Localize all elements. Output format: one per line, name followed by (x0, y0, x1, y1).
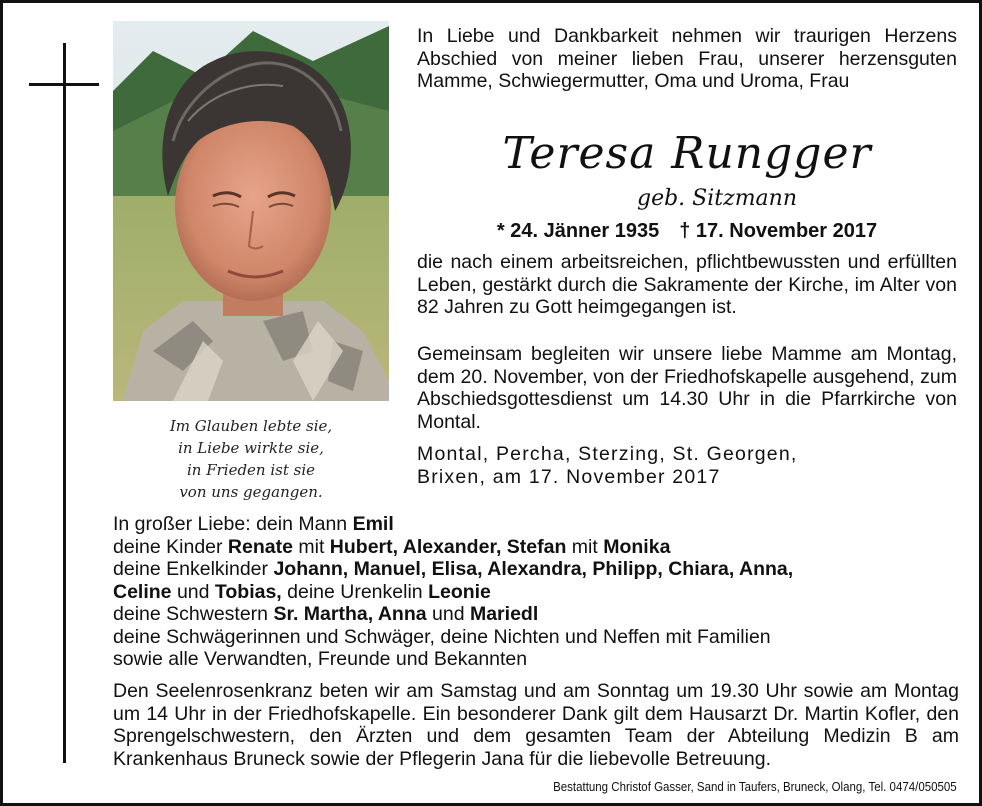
intro-text: In Liebe und Dankbarkeit nehmen wir traurigen Herzens Abschied von meiner lieben Frau, unserer herzensguten Mamme, Schwiegermutter, Oma und Uroma, Frau (417, 25, 957, 92)
mourners-line-sisters: deine Schwestern Sr. Martha, Anna und Mariedl (113, 603, 539, 625)
mourners-line-spouse: In großer Liebe: dein Mann Emil (113, 513, 394, 535)
motto-line: in Liebe wirkte sie, (178, 439, 324, 457)
motto-line: in Frieden ist sie (186, 461, 316, 479)
life-summary: die nach einem arbeitsreichen, pflichtbewussten und erfüllten Leben, gestärkt durch die Sakramente der Kirche, im Alter von 82 Jahren zu Gott heimgegangen ist. (417, 251, 957, 318)
places-line: Brixen, am 17. November 2017 (417, 465, 721, 488)
death-date: † 17. November 2017 (679, 220, 878, 242)
closing-text: Den Seelenrosenkranz beten wir am Samstag und am Sonntag um 19.30 Uhr sowie am Montag um 14 Uhr in der Friedhofskapelle. Ein besonderer Dank gilt dem Hausarzt Dr. Martin Kofler, den Sprengelschwestern, den Ärzten und dem gesamten Team der Abteilung Medizin B am Krankenhaus Bruneck sowie der Pflegerin Jana für die liebevolle Betreuung. (113, 680, 959, 770)
motto-line: Im Glauben lebte sie, (169, 417, 333, 435)
funeral-details: Gemeinsam begleiten wir unsere liebe Mamme am Montag, dem 20. November, von der Friedhofskapelle ausgehend, zum Abschiedsgottesdienst um 14.30 Uhr in die Pfarrkirche von Montal. (417, 343, 957, 433)
portrait-photo (113, 21, 389, 401)
mourners-line-inlaws: deine Schwägerinnen und Schwäger, deine Nichten und Neffen mit Familien (113, 625, 771, 648)
mourners-line-relatives: sowie alle Verwandten, Freunde und Bekannten (113, 648, 528, 670)
mourners-line-children: deine Kinder Renate mit Hubert, Alexander, Stefan mit Monika (113, 535, 671, 558)
mourners-line-grandchildren: deine Enkelkinder Johann, Manuel, Elisa, Alexandra, Philipp, Chiara, Anna, (113, 558, 794, 580)
places-and-date (417, 443, 957, 488)
motto-verse (113, 415, 389, 503)
motto-line: von uns gegangen. (179, 483, 323, 501)
birth-date: * 24. Jänner 1935 (496, 220, 660, 242)
mourners-list (113, 513, 963, 671)
funeral-home-imprint: Bestattung Christof Gasser, Sand in Taufers, Bruneck, Olang, Tel. 0474/050505 (553, 780, 957, 794)
places-line: Montal, Percha, Sterzing, St. Georgen, (417, 443, 798, 465)
cross-horizontal-bar (29, 83, 99, 86)
maiden-name: geb. Sitzmann (636, 186, 798, 211)
cross-vertical-bar (63, 43, 66, 763)
life-dates (417, 220, 957, 243)
deceased-name: Teresa Rungger (502, 128, 872, 179)
mourners-line-grandchildren-cont: Celine und Tobias, deine Urenkelin Leonie (113, 580, 491, 603)
